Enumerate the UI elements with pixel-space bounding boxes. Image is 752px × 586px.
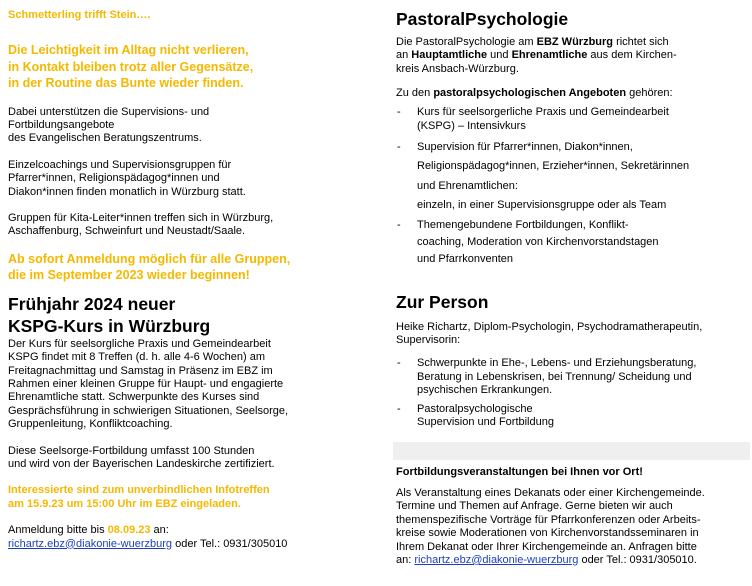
registration-announcement: Ab sofort Anmeldung möglich für alle Gruppen, die im September 2023 wieder beginnen! [8, 251, 291, 283]
person-list [396, 357, 744, 429]
phone-number: oder Tel.: 0931/305010 [172, 537, 288, 550]
course-description: Der Kurs für seelsorgliche Praxis und Gemeindearbeit KSPG findet mit 8 Treffen (d. h. alle 4-6 Wochen) am Freitagnachmittag und Samstag in Präsenz im EBZ im Rahmen einer kleinen Gruppe für Haupt- und engagierte Ehrenamtliche statt. Schwerpunkte des Kurses sind Gesprächsführung in schwierigen Situationen, Seelsorge, Gruppenleitung, Konfliktcoaching. [8, 337, 289, 431]
course-title: Frühjahr 2024 neuer KSPG-Kurs in Würzburg [8, 293, 211, 336]
coaching-paragraph: Einzelcoachings und Supervisionsgruppen für Pfarrer*innen, Religionspädagog*innen und Diakon*innen finden monatlich in Würzburg statt. [8, 158, 246, 198]
email-link[interactable]: richartz.ebz@diakonie-wuerzburg [8, 537, 173, 550]
left-column [8, 0, 374, 551]
events-title: Fortbildungsveranstaltungen bei Ihnen vor Ort! [396, 466, 643, 479]
list-item: - Pastoralpsychologische Supervision und Fortbildung [397, 402, 554, 429]
right-column [396, 0, 744, 567]
registration-contact: Anmeldung bitte bis 08.09.23 an: richartz.ebz@diakonie-wuerzburg oder Tel.: 0931/305010 [8, 524, 288, 550]
pastoral-intro: Die PastoralPsychologie am EBZ Würzburg richtet sich an Hauptamtliche und Ehrenamtliche aus dem Kirchen- kreis Ansbach-Würzburg. [396, 36, 677, 75]
certification-text: Diese Seelsorge-Fortbildung umfasst 100 Stunden und wird von der Bayerischen Landeskirche zertifiziert. [8, 444, 275, 470]
motto: Die Leichtigkeit im Alltag nicht verlieren, in Kontakt bleiben trotz aller Gegensätze, in der Routine das Bunte wieder finden. [8, 43, 254, 90]
events-text: Als Veranstaltung eines Dekanats oder einer Kirchengemeinde. Termine und Themen auf Anfrage. Gerne bieten wir auch themenspezifische Vorträge für Pfarrkonferenzen oder Arbeits- kreise sowie Moderationen von Kirchenvorstandsseminaren in Ihrem Dekanat oder Ihrer Kirchengemeinde an. Anfragen bitte an: richartz.ebz@diakonie-wuerzburg oder Tel.: 0931/305010. [396, 486, 705, 566]
offers-list [396, 105, 744, 268]
tagline: Schmetterling trifft Stein…. [8, 9, 151, 21]
events-phone: oder Tel.: 0931/305010. [578, 553, 697, 566]
kita-groups-paragraph: Gruppen für Kita-Leiter*innen treffen sich in Würzburg, Aschaffenburg, Schweinfurt und Neustadt/Saale. [8, 211, 274, 238]
pastoral-title: PastoralPsychologie [396, 9, 569, 29]
person-intro: Heike Richartz, Diplom-Psychologin, Psychodramatherapeutin, Supervisorin: [396, 320, 703, 347]
registration-deadline: 08.09.23 [107, 524, 151, 537]
list-item: - Kurs für seelsorgerliche Praxis und Gemeindearbeit (KSPG) – Intensivkurs [397, 105, 669, 132]
events-email-link[interactable]: richartz.ebz@diakonie-wuerzburg [414, 553, 579, 566]
gray-separator-box [393, 442, 750, 460]
list-item: - Themengebundene Fortbildungen, Konflikt- coaching, Moderation von Kirchenvorstandstagen und Pfarrkonventen [397, 218, 659, 265]
offers-intro: Zu den pastoralpsychologischen Angeboten gehören: [396, 87, 673, 100]
list-item: - Supervision für Pfarrer*innen, Diakon*innen, Religionspädagog*innen, Erzieher*innen, Sekretärinnen und Ehrenamtlichen: einzeln, in einer Supervisionsgruppe oder als Team [397, 140, 690, 212]
person-title: Zur Person [396, 291, 489, 312]
info-meeting: Interessierte sind zum unverbindlichen Infotreffen am 15.9.23 um 15:00 Uhr im EBZ eingeladen. [8, 484, 270, 510]
support-paragraph: Dabei unterstützen die Supervisions- und Fortbildungsangebote des Evangelischen Beratungszentrums. [8, 105, 210, 145]
list-item: - Schwerpunkte in Ehe-, Lebens- und Erziehungsberatung, Beratung in Lebenskrisen, bei Trennung/ Scheidung und psychischen Erkrankungen. [397, 357, 697, 397]
